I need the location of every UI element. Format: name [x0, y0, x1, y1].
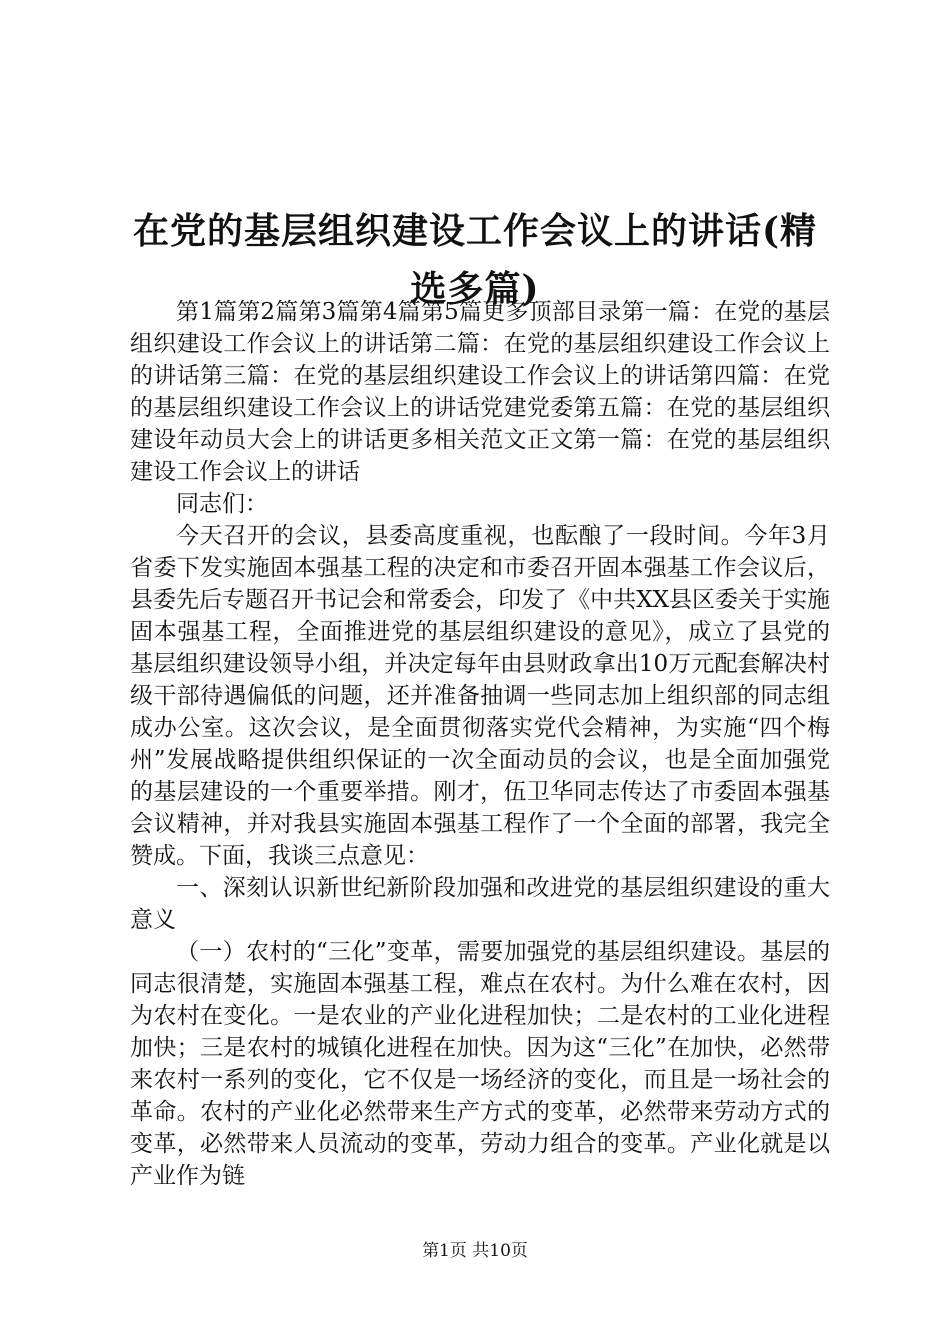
- salutation-paragraph: 同志们：: [176, 491, 268, 517]
- table-of-contents-paragraph: 第1篇第2篇第3篇第4篇第5篇更多顶部目录第一篇：在党的基层组织建设工作会议上的讲话第二篇：在党的基层组织建设工作会议上的讲话第三篇：在党的基层组织建设工作会议上的讲话第四篇：在党的基层组织建设工作会议上的讲话党建党委第五篇：在党的基层组织建设年动员大会上的讲话更多相关范文正文第一篇：在党的基层组织建设工作会议上的讲话: [130, 299, 830, 485]
- document-title: 在党的基层组织建设工作会议上的讲话(精选多篇): [132, 210, 818, 311]
- section-heading: 一、深刻认识新世纪新阶段加强和改进党的基层组织建设的重大意义: [130, 875, 830, 933]
- body-paragraph: 今天召开的会议，县委高度重视，也酝酿了一段时间。今年3月省委下发实施固本强基工程的决定和市委召开固本强基工作会议后，县委先后专题召开书记会和常委会，印发了《中共XX县区委关于实施固本强基工程，全面推进党的基层组织建设的意见》，成立了县党的基层组织建设领导小组，并决定每年由县财政拿出10万元配套解决村级干部待遇偏低的问题，还并准备抽调一些同志加上组织部的同志组成办公室。这次会议，是全面贯彻落实党代会精神，为实施“四个梅州”发展战略提供组织保证的一次全面动员的会议，也是全面加强党的基层建设的一个重要举措。刚才，伍卫华同志传达了市委固本强基会议精神，并对我县实施固本强基工程作了一个全面的部署，我完全赞成。下面，我谈三点意见：: [130, 523, 830, 869]
- document-body: [130, 296, 830, 1192]
- page-number-footer: 第1页 共10页: [422, 1241, 528, 1261]
- body-paragraph: （一）农村的“三化”变革，需要加强党的基层组织建设。基层的同志很清楚，实施固本强基工程，难点在农村。为什么难在农村，因为农村在变化。一是农业的产业化进程加快；二是农村的工业化进程加快；三是农村的城镇化进程在加快。因为这“三化”在加快，必然带来农村一系列的变化，它不仅是一场经济的变化，而且是一场社会的革命。农村的产业化必然带来生产方式的变革，必然带来劳动方式的变革，必然带来人员流动的变革，劳动力组合的变革。产业化就是以产业作为链: [130, 939, 830, 1189]
